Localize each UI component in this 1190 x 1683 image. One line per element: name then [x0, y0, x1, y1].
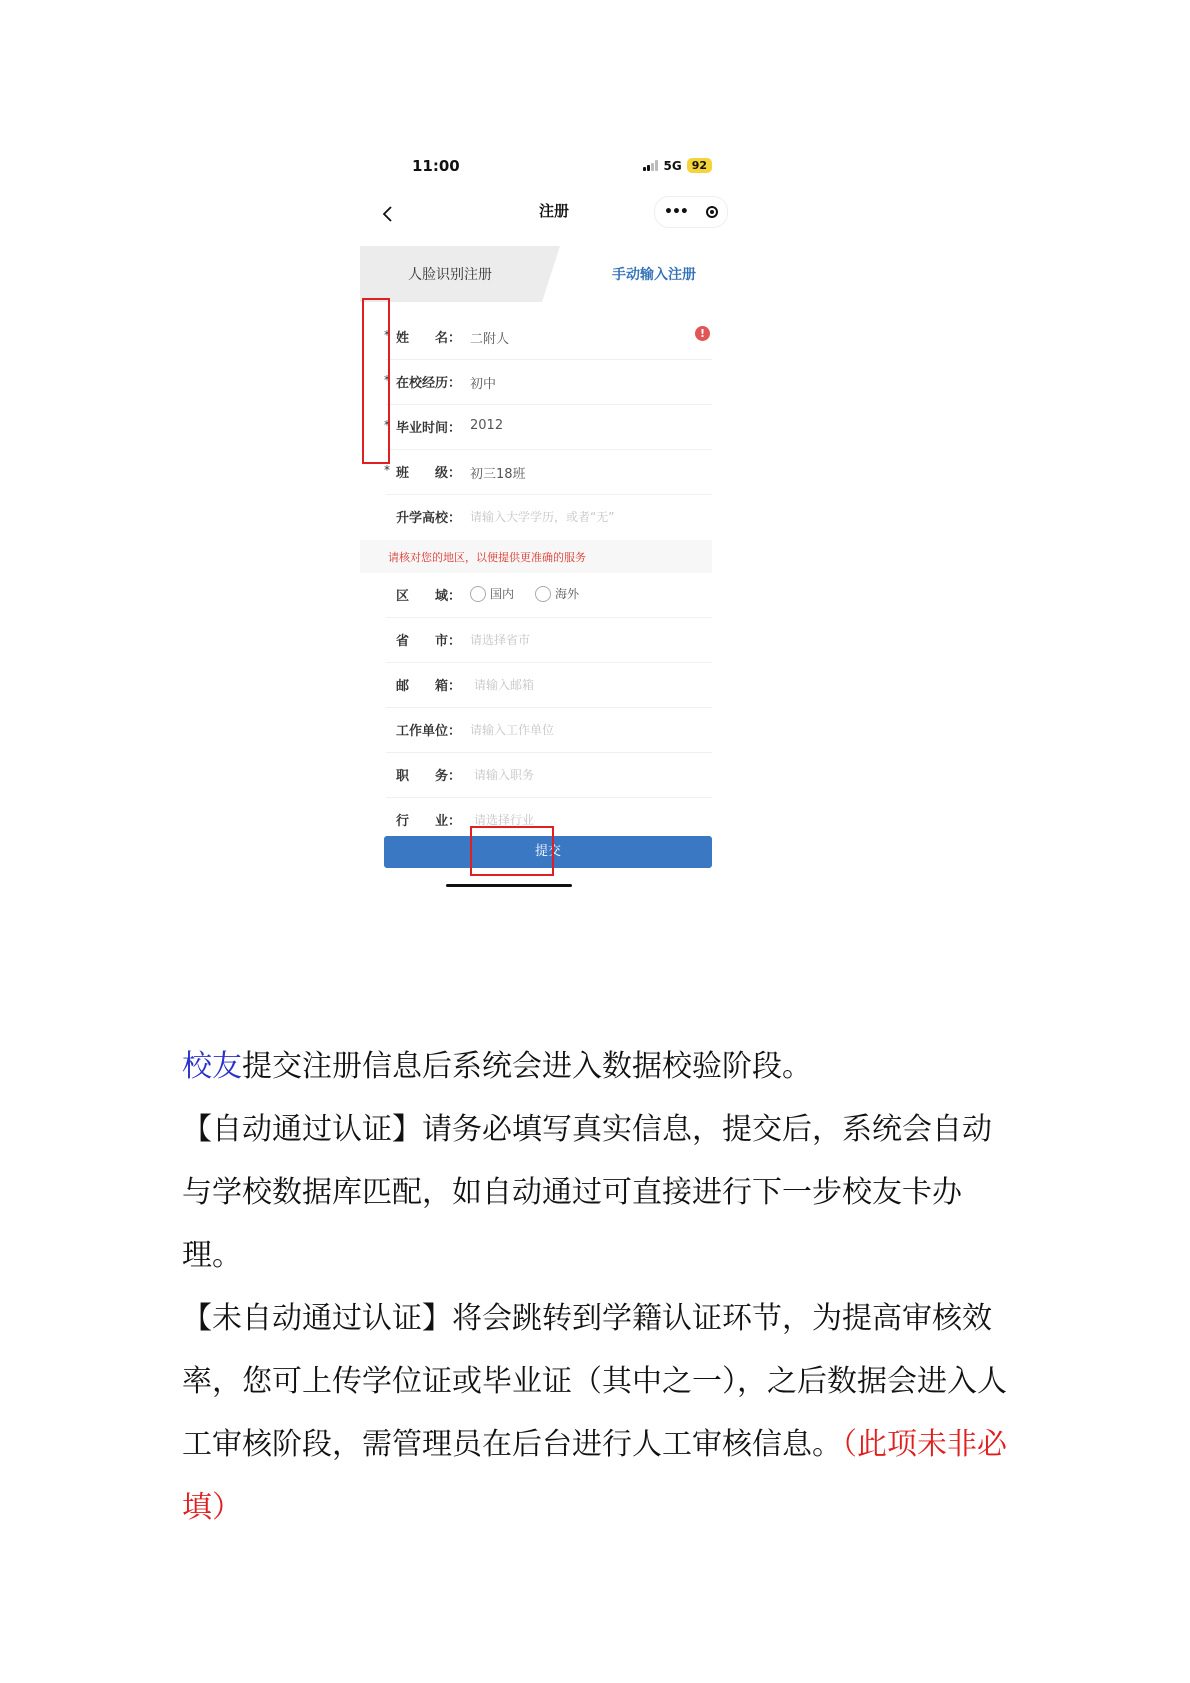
email-label: 邮 箱： [396, 679, 462, 694]
grad-time-row [360, 405, 748, 450]
employer-input[interactable]: 请输入工作单位 [470, 723, 555, 737]
paragraph-1 [182, 1035, 1012, 1098]
status-indicators [643, 158, 712, 173]
mini-program-capsule [654, 196, 728, 228]
home-indicator [446, 884, 572, 887]
radio-domestic[interactable] [470, 585, 514, 602]
status-time: 11:00 [412, 157, 460, 175]
employer-row [360, 708, 748, 753]
radio-overseas[interactable] [535, 585, 579, 602]
tab-manual-input[interactable]: 手动输入注册 [612, 267, 696, 283]
history-label: 在校经历： [396, 376, 462, 391]
college-label: 升学高校： [396, 511, 462, 526]
industry-label: 行 业： [396, 814, 462, 829]
phone-screenshot [360, 150, 748, 962]
register-form [360, 315, 748, 843]
register-tabs [360, 246, 748, 302]
radio-domestic-label: 国内 [490, 587, 515, 601]
network-label: 5G [663, 158, 682, 173]
region-row [360, 573, 748, 618]
grad-time-select[interactable]: 2012 [470, 418, 504, 433]
tab-face-recognition-label[interactable]: 人脸识别注册 [408, 267, 492, 283]
name-label: 姓 名： [396, 331, 462, 346]
battery-icon: 92 [687, 158, 712, 173]
back-button[interactable] [370, 196, 406, 232]
class-select[interactable]: 初三18班 [470, 467, 526, 482]
class-row [360, 450, 748, 495]
chevron-left-icon [381, 205, 395, 223]
optional-note: （此项未非必填） [182, 1427, 1007, 1525]
paragraph-2: 【自动通过认证】请务必填写真实信息，提交后，系统会自动与学校数据库匹配，如自动通过可直接进行下一步校友卡办理。 [182, 1112, 992, 1273]
college-row [360, 495, 748, 540]
alumni-term: 校友 [182, 1049, 242, 1084]
radio-circle-icon [470, 586, 486, 602]
history-row [360, 360, 748, 405]
position-label: 职 务： [396, 769, 462, 784]
required-mark: * [384, 463, 390, 477]
position-input[interactable]: 请输入职务 [474, 768, 535, 782]
instructions-text [182, 1035, 1012, 1539]
more-icon[interactable]: ••• [664, 204, 688, 220]
error-icon: ! [695, 326, 710, 341]
region-notice [360, 540, 712, 573]
name-row [360, 315, 748, 360]
signal-icon [643, 160, 658, 171]
history-select[interactable]: 初中 [470, 377, 497, 392]
industry-select[interactable]: 请选择行业 [474, 813, 535, 827]
paragraph-3-text: 【未自动通过认证】将会跳转到学籍认证环节，为提高审核效率，您可上传学位证或毕业证（其中之一），之后数据会进入人工审核阶段，需管理员在后台进行人工审核信息。 [182, 1301, 1007, 1462]
position-row [360, 753, 748, 798]
employer-label: 工作单位： [396, 724, 462, 739]
close-target-icon[interactable] [706, 206, 718, 218]
grad-time-label: 毕业时间： [396, 421, 462, 436]
region-label: 区 域： [396, 589, 462, 604]
email-input[interactable]: 请输入邮箱 [474, 678, 535, 692]
radio-circle-icon [535, 586, 551, 602]
region-notice-text: 请核对您的地区，以便提供更准确的服务 [388, 551, 586, 564]
required-mark: * [384, 418, 390, 432]
province-label: 省 市： [396, 634, 462, 649]
required-mark: * [384, 328, 390, 342]
required-mark: * [384, 373, 390, 387]
email-row [360, 663, 748, 708]
province-row [360, 618, 748, 663]
paragraph-1-text: 提交注册信息后系统会进入数据校验阶段。 [242, 1049, 812, 1084]
submit-button[interactable]: 提交 [384, 836, 712, 868]
paragraph-3 [182, 1287, 1012, 1539]
province-select[interactable]: 请选择省市 [470, 633, 531, 647]
page-title: 注册 [538, 202, 569, 220]
college-input[interactable]: 请输入大学学历，或者“无” [470, 510, 615, 524]
name-input[interactable]: 二附人 [470, 332, 510, 347]
radio-overseas-label: 海外 [555, 587, 580, 601]
class-label: 班 级： [396, 466, 462, 481]
